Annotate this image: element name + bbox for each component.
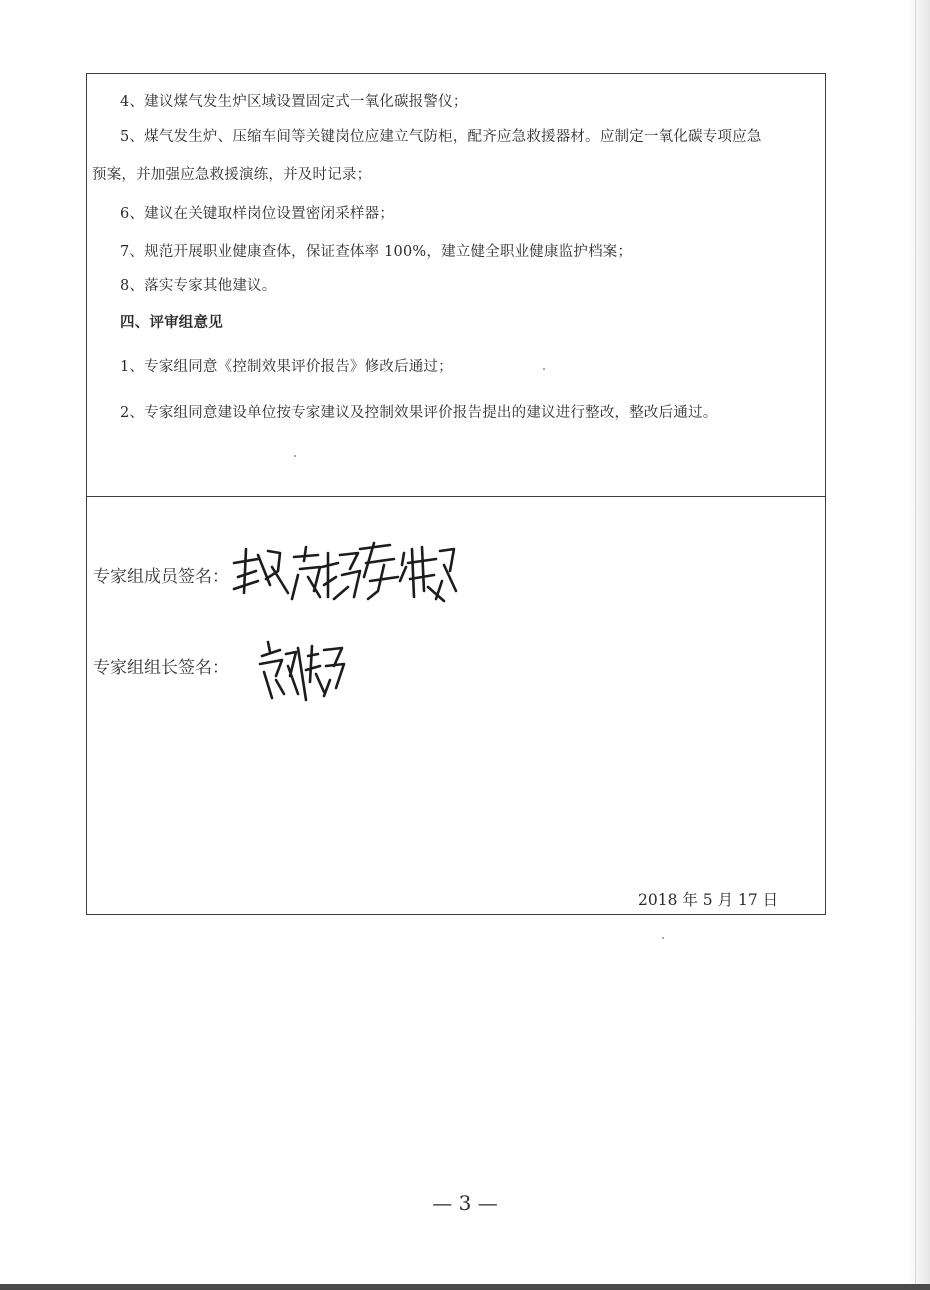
members-handwritten-signature (228, 541, 460, 609)
document-date: 2018 年 5 月 17 日 (638, 891, 779, 909)
item-8: 8、落实专家其他建议。 (120, 278, 277, 294)
leader-handwritten-signature (254, 636, 350, 706)
scan-speck (294, 455, 296, 457)
scan-edge (908, 0, 930, 1290)
item-6: 6、建议在关键取样岗位设置密闭采样器； (120, 206, 395, 222)
section-4-heading: 四、评审组意见 (120, 314, 223, 331)
scan-edge-line (915, 0, 916, 1290)
item-7: 7、规范开展职业健康查体，保证查体率 100%，建立健全职业健康监护档案； (120, 244, 633, 260)
item-4: 4、建议煤气发生炉区域设置固定式一氧化碳报警仪； (120, 94, 468, 110)
leader-signature-label: 专家组组长签名： (93, 658, 229, 678)
opinion-1: 1、专家组同意《控制效果评价报告》修改后通过； (120, 359, 453, 375)
members-signature-label: 专家组成员签名： (93, 567, 229, 587)
review-table (86, 73, 826, 915)
scan-speck (662, 937, 664, 939)
opinion-2: 2、专家组同意建设单位按专家建议及控制效果评价报告提出的建议进行整改，整改后通过。 (120, 405, 718, 421)
table-divider (87, 496, 825, 497)
item-5-line-2: 预案，并加强应急救援演练，并及时记录； (92, 167, 372, 183)
page-number: — 3 — (432, 1191, 498, 1215)
item-5-line-1: 5、煤气发生炉、压缩车间等关键岗位应建立气防柜，配齐应急救援器材。应制定一氧化碳专项应急 (120, 129, 762, 145)
scan-speck (543, 368, 545, 370)
scan-bottom-edge (0, 1284, 930, 1290)
